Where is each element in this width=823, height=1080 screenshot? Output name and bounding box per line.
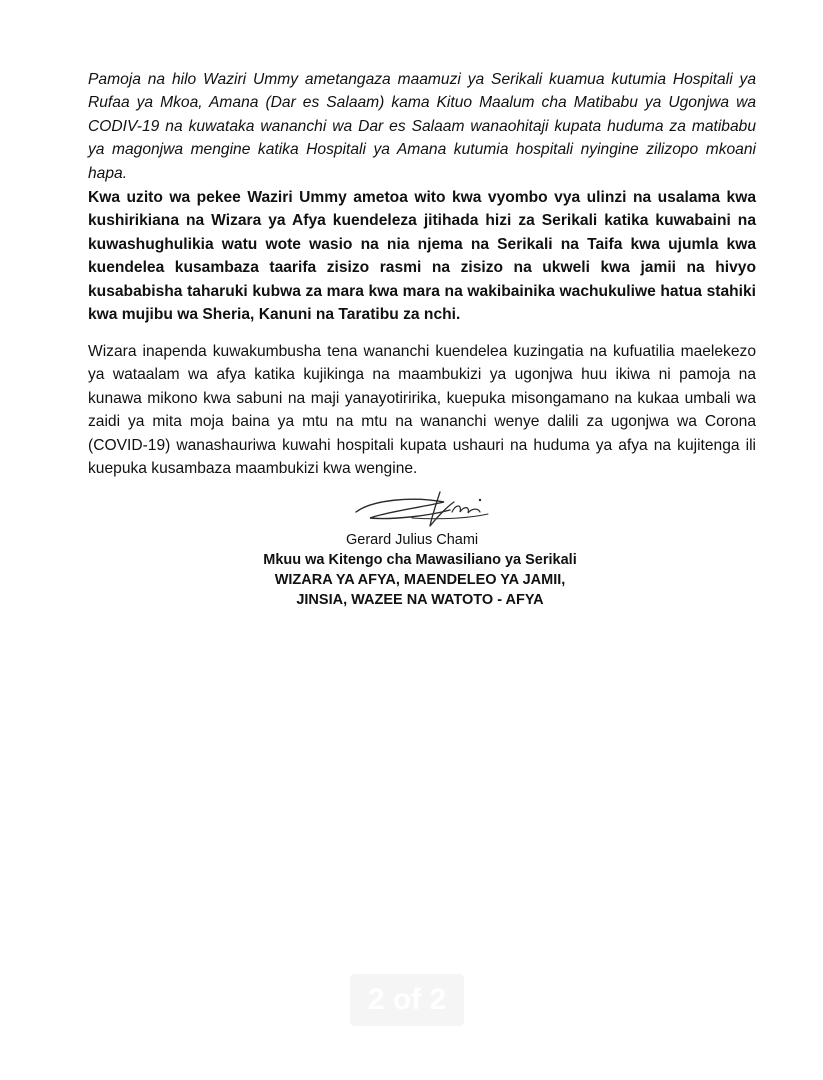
signatory-title-line: WIZARA YA AFYA, MAENDELEO YA JAMII, (274, 572, 566, 588)
signatory-name: Gerard Julius Chami (346, 532, 479, 548)
handwritten-signature (352, 486, 492, 532)
page-indicator-badge: 2 of 2 (350, 974, 464, 1026)
paragraph-prevention-reminder: Wizara inapenda kuwakumbusha tena wananchi kuendelea kuzingatia na kufuatilia maelekezo ya wataalam wa afya katika kujikinga na maambukizi ya ugonjwa huu ikiwa ni pamoja na kunawa mikono kwa sabuni na maji yanayotiririka, kuepuka misongamano na kukaa umbali wa zaidi ya mita moja baina ya mtu na mtu na wananchi wenye dalili za ugonjwa wa Corona (COVID-19) wanashauriwa kuwahi hospitali kupata ushauri na huduma ya afya na kujitenga ili kuepuka kusambaza maambukizi kwa wengine. (88, 343, 756, 478)
paragraph-security-call: Kwa uzito wa pekee Waziri Ummy ametoa wito kwa vyombo vya ulinzi na usalama kwa kushirikiana na Wizara ya Afya kuendeleza jitihada hizi za Serikali katika kuwabaini na kuwashughulikia watu wote wasio na nia njema na Serikali na Taifa kwa ujumla kwa kuendelea kusambaza taarifa zisizo rasmi na zisizo na ukweli kwa jamii na hivyo kusababisha taharuki kubwa za mara kwa mara na wakibainika wachukuliwe hatua stahiki kwa mujibu wa Sheria, Kanuni na Taratibu za nchi. (88, 189, 756, 324)
signatory-title-line: JINSIA, WAZEE NA WATOTO - AFYA (296, 592, 544, 608)
paragraph-amana-hospital: Pamoja na hilo Waziri Ummy ametangaza maamuzi ya Serikali kuamua kutumia Hospitali ya Rufaa ya Mkoa, Amana (Dar es Salaam) kama Kituo Maalum cha Matibabu ya Ugonjwa wa CODIV-19 na kuwataka wananchi wa Dar es Salaam wanaohitaji kupata huduma za matibabu ya magonjwa mengine katika Hospitali ya Amana kutumia hospitali nyingine zilizopo mkoani hapa. (88, 71, 756, 182)
signatory-title-line: Mkuu wa Kitengo cha Mawasiliano ya Serikali (263, 552, 577, 568)
signatory-title-block (260, 550, 580, 610)
